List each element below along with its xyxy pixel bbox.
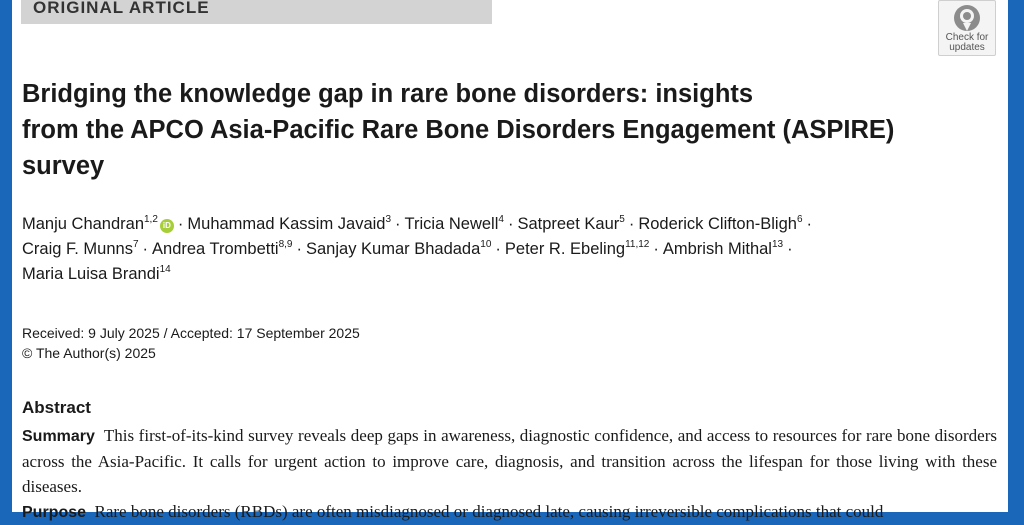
author[interactable]: Peter R. Ebeling$^{11,12}$ [504, 239, 650, 258]
check-updates-text-1: Check for [945, 32, 989, 43]
author-list: Manju Chandran$^{1,2}$iD · Muhammad Kassim Javaid$^3$ · Tricia Newell$^4$ · Satpreet Kaur$^5$ · Roderick Clifton-Bligh$^6$ · Craig F. Munns$^7$ · Andrea Trombetti$^{8,9}$ · Sanjay Kumar Bhadada$^{10}$ · Peter R. Ebeling$^{11,12}$ · Ambrish Mithal$^{13}$ · Maria Luisa Brandi$^{14}$ [22, 214, 813, 283]
summary-label: Summary [22, 428, 95, 445]
author[interactable]: Sanjay Kumar Bhadada$^{10}$ [306, 239, 492, 258]
abstract-heading: Abstract [22, 398, 91, 417]
author[interactable]: Muhammad Kassim Javaid$^3$ [187, 214, 392, 233]
check-for-updates-icon [952, 3, 982, 33]
author[interactable]: Andrea Trombetti$^{8,9}$ [152, 239, 293, 258]
article-title [22, 76, 982, 184]
author[interactable]: Manju Chandran$^{1,2}$iD [22, 215, 174, 233]
purpose-text: Rare bone disorders (RBDs) are often misdiagnosed or diagnosed late, causing irreversible complications that could [94, 502, 884, 521]
author[interactable]: Roderick Clifton-Bligh$^6$ [638, 214, 803, 233]
author[interactable]: Craig F. Munns$^7$ [22, 239, 139, 258]
purpose-label: Purpose [22, 504, 87, 521]
author[interactable]: Ambrish Mithal$^{13}$ [662, 239, 784, 258]
author[interactable]: Tricia Newell$^4$ [404, 214, 504, 233]
article-dates [22, 323, 360, 363]
abstract-body [22, 423, 997, 525]
title-line-3: survey [22, 152, 105, 180]
check-updates-text-2: updates [949, 42, 985, 53]
check-for-updates-button[interactable] [938, 0, 996, 56]
summary-text: This first-of-its-kind survey reveals deep gaps in awareness, diagnostic confidence, and access to resources for rare bone disorders across the Asia-Pacific. It calls for urgent action to improve care, diagnosis, and transition across the lifespan for those living with these diseases. [22, 426, 997, 496]
title-line-1: Bridging the knowledge gap in rare bone disorders: insights [22, 80, 754, 108]
copyright-notice: © The Author(s) 2025 [22, 345, 156, 361]
author[interactable]: Maria Luisa Brandi$^{14}$ [22, 264, 171, 283]
orcid-icon[interactable]: iD [160, 219, 174, 233]
received-accepted-dates: Received: 9 July 2025 / Accepted: 17 September 2025 [22, 325, 360, 341]
author[interactable]: Satpreet Kaur$^5$ [517, 214, 625, 233]
title-line-2: from the APCO Asia-Pacific Rare Bone Disorders Engagement (ASPIRE) [22, 116, 895, 144]
article-type-label: ORIGINAL ARTICLE [21, 0, 492, 24]
article-page [12, 0, 1008, 521]
